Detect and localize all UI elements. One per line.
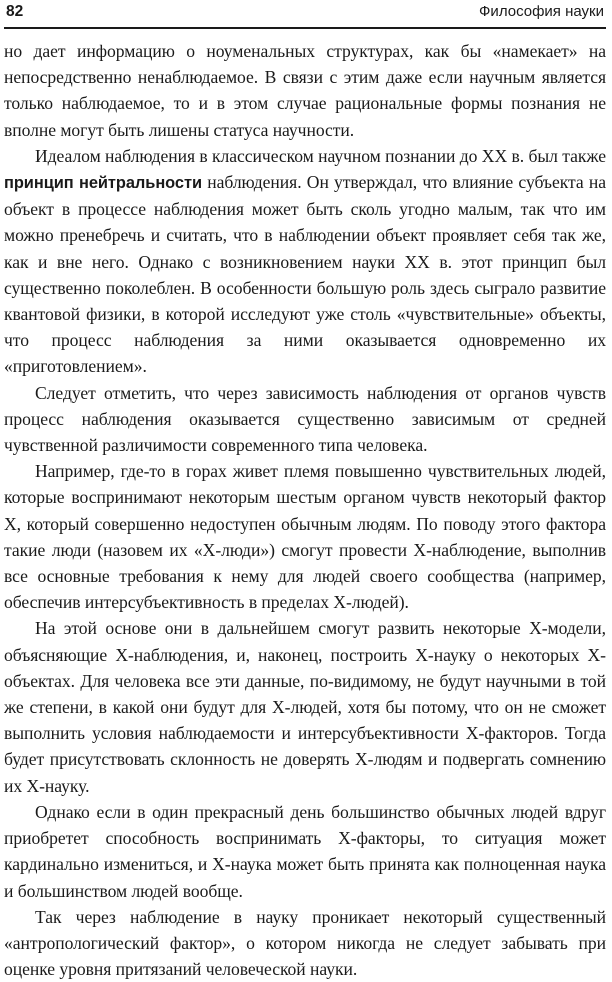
paragraph-neutrality-principle: [4, 143, 606, 380]
paragraph-x-science: На этой основе они в дальнейшем смогут развить некоторые Х-модели, объясняющие Х-наблюдения, и, наконец, построить Х-науку о некоторых Х-объектах. Для человека все эти данные, по-видимому, не будут научными в той же степени, в какой они будут для Х-людей, хотя бы потому, что он не сможет выполнить условия наблюдаемости и интерсубъективности Х-факторов. Тогда будет присутствовать склонность не доверять Х-людям и подвергать сомнению их Х-науку.: [4, 618, 606, 796]
paragraph-text: наблюдения. Он утверждал, что влияние субъекта на объект в процессе наблюдения может быть сколь угодно малым, так что им можно пренебречь и считать, что в наблюдении объект проявляет себя так же, как и вне него. Однако с возникновением науки XX в. этот принцип был существенно поколеблен. В особенности большую роль здесь сыграло развитие квантовой физики, в которой исследуют уже столь «чувствительные» объекты, что процесс наблюдения за ними оказывается одновременно их «приготовлением».: [4, 172, 606, 377]
paragraph-majority-change: Однако если в один прекрасный день большинство обычных людей вдруг приобретет способность воспринимать Х-факторы, то ситуация может кардинально измениться, и Х-наука может быть принята как полноценная наука и большинством людей вообще.: [4, 801, 606, 901]
running-header: [4, 0, 606, 29]
body-text: [4, 38, 606, 982]
paragraph-x-people-example: Например, где-то в горах живет племя повышенно чувствительных людей, которые воспринимают некоторым шестым органом чувств некоторый фактор Х, который совершенно недоступен обычным людям. По поводу этого фактора такие люди (назовем их «Х-люди») смогут провести Х-наблюдение, выполнив все основные требования к нему для людей своего сообщества (например, обеспечив интерсубъективность в пределах Х-людей).: [4, 461, 606, 613]
paragraph-senses-dependency: Следует отметить, что через зависимость наблюдения от органов чувств процесс наблюдения оказывается существенно зависимым от средней чувственной различимости современного типа человека.: [4, 382, 606, 456]
paragraph-text: Идеалом наблюдения в классическом научном познании до XX в. был также: [35, 145, 606, 166]
paragraph-continued: но дает информацию о ноуменальных структурах, как бы «намекает» на непосредственно ненаблюдаемое. В связи с этим даже если научным является только наблюдаемое, то и в этом случае рациональные формы познания не вполне могут быть лишены статуса научности.: [4, 41, 606, 140]
running-title: Философия науки: [479, 3, 604, 20]
book-page: [4, 0, 606, 980]
paragraph-anthropological-factor: Так через наблюдение в науку проникает некоторый существенный «антропологический фактор», о котором никогда не следует забывать при оценке уровня притязаний человеческой науки.: [4, 906, 606, 980]
page-number: 82: [6, 3, 24, 20]
emphasized-term: принцип нейтральности: [4, 174, 202, 193]
